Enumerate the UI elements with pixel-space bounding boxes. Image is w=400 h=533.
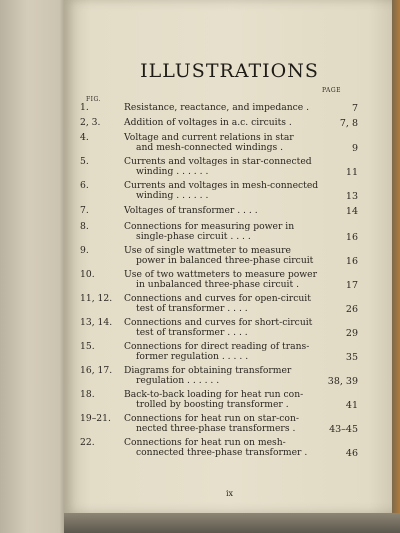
figure-number: 10. [80,269,95,280]
figure-number: 4. [80,132,89,143]
figure-number: 16, 17. [80,365,113,376]
figure-caption [124,366,344,386]
page-reference: 7, 8 [339,118,358,129]
caption-line-2: power in balanced three-phase circuit [136,255,314,266]
caption-line-2: winding . . . . . . [136,166,209,177]
caption-line-2: trolled by boosting transformer . [136,399,289,410]
figure-caption [124,246,344,266]
page-reference: 14 [345,206,358,217]
figure-number: 19–21. [80,413,111,424]
page-reference: 7 [351,103,358,114]
figure-number: 13, 14. [80,317,113,328]
figure-number: 5. [80,156,89,167]
figure-caption [124,157,344,177]
caption-line-1: Connections and curves for open-circuit [124,293,311,304]
table-surface [64,513,400,533]
caption-line-1: Resistance, reactance, and impedance . [124,102,310,113]
figure-number: 2, 3. [80,117,101,128]
caption-line-1: Voltage and current relations in star [124,132,294,143]
page-reference: 26 [345,304,358,315]
caption-line-2: in unbalanced three-phase circuit . [136,279,300,290]
caption-line-1: Use of single wattmeter to measure [124,245,291,256]
caption-line-1: Connections for heat run on star-con- [124,413,299,424]
figure-number: 1. [80,102,89,113]
page-number: ix [225,489,234,498]
page-reference: 38, 39 [327,376,358,387]
caption-line-1: Connections for measuring power in [124,221,295,232]
figure-caption [124,414,344,434]
caption-line-1: Diagrams for obtaining transformer [124,365,292,376]
figure-caption [124,390,344,410]
page-reference: 46 [345,448,358,459]
figure-caption [124,181,344,201]
page-reference: 17 [345,280,358,291]
page-reference: 13 [345,191,358,202]
caption-line-1: Voltages of transformer . . . . [124,205,258,216]
caption-line-2: test of transformer . . . . [136,327,248,338]
figure-number: 8. [80,221,89,232]
figure-caption [124,294,344,314]
figure-caption [124,438,344,458]
caption-line-1: Connections and curves for short-circuit [124,317,313,328]
caption-line-1: Currents and voltages in star-connected [124,156,312,167]
figure-number: 18. [80,389,95,400]
figure-caption [124,133,344,153]
page-reference: 16 [345,232,358,243]
page-reference: 35 [345,352,358,363]
caption-line-2: single-phase circuit . . . . [136,231,251,242]
page-title: ILLUSTRATIONS [140,60,319,82]
caption-line-1: Use of two wattmeters to measure power [124,269,317,280]
figure-number: 11, 12. [80,293,113,304]
figure-number: 7. [80,205,89,216]
caption-line-2: former regulation . . . . . [136,351,249,362]
facing-page-edge [0,0,70,533]
page-reference: 9 [351,143,358,154]
page-reference: 41 [345,400,358,411]
page-reference: 43–45 [329,424,358,435]
figure-number: 22. [80,437,95,448]
figure-number: 6. [80,180,89,191]
page-column-header: PAGE [322,87,341,94]
caption-line-1: Connections for direct reading of trans- [124,341,310,352]
page-reference: 29 [345,328,358,339]
caption-line-2: nected three-phase transformers . [136,423,296,434]
figure-caption [124,342,344,362]
figure-caption [124,206,344,216]
figure-caption [124,103,344,113]
figure-caption [124,222,344,242]
page-reference: 11 [345,167,358,178]
caption-line-2: regulation . . . . . . [136,375,220,386]
figure-number: 9. [80,245,89,256]
figure-number: 15. [80,341,95,352]
caption-line-1: Connections for heat run on mesh- [124,437,286,448]
caption-line-1: Addition of voltages in a.c. circuits . [124,117,292,128]
caption-line-1: Back-to-back loading for heat run con- [124,389,304,400]
caption-line-2: connected three-phase transformer . [136,447,308,458]
caption-line-2: winding . . . . . . [136,190,209,201]
caption-line-2: and mesh-connected windings . [136,142,283,153]
caption-line-1: Currents and voltages in mesh-connected [124,180,319,191]
caption-line-2: test of transformer . . . . [136,303,248,314]
page-reference: 16 [345,256,358,267]
fig-column-header: FIG. [86,96,102,103]
figure-caption [124,318,344,338]
figure-caption [124,270,344,290]
figure-caption [124,118,344,128]
